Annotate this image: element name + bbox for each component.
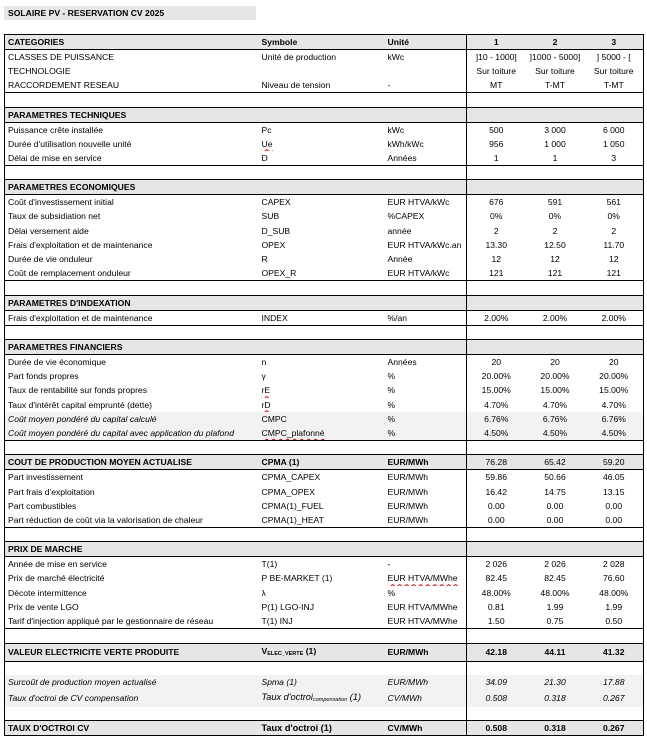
row-unit: EUR HTVA/kWc	[385, 266, 467, 281]
spacer-row	[5, 528, 644, 542]
row-symbol: T(1)	[261, 559, 278, 570]
table-row	[5, 383, 644, 397]
value-col-1: 0.508	[467, 721, 526, 736]
table-row	[5, 398, 644, 412]
symbol-main: Taux d'octroi	[261, 691, 313, 702]
value-col-2: 2 026	[544, 559, 566, 570]
value-col-2: 0.00	[526, 513, 585, 528]
row-label: Délai versement aide	[5, 223, 259, 237]
value-col-1: 676	[467, 195, 526, 210]
value-col-3: ] 5000 - [	[585, 50, 644, 65]
table-row	[5, 195, 644, 210]
value-col-1: 0.00	[467, 513, 526, 528]
table-row	[5, 470, 644, 485]
value-col-3: 4.50%	[585, 426, 644, 441]
section-unit: EUR/MWh	[385, 643, 467, 661]
row-symbol: γ	[261, 371, 266, 382]
section-unit: CV/MWh	[385, 721, 467, 736]
table-row	[5, 151, 644, 166]
section-header-indexation	[5, 295, 644, 310]
value-col-3: 12	[585, 252, 644, 266]
row-symbol: CPMA(1)_FUEL	[261, 500, 324, 511]
value-col-3: 2 028	[585, 557, 644, 572]
row-label: RACCORDEMENT RESEAU	[5, 78, 259, 93]
row-unit: kWh/kWc	[387, 138, 424, 149]
row-unit: %	[387, 587, 396, 598]
value-col-1: 0.508	[467, 690, 526, 707]
row-label: Durée de vie onduleur	[5, 252, 259, 266]
row-label: TECHNOLOGIE	[5, 64, 259, 78]
table-row	[5, 369, 644, 383]
table-row	[5, 266, 644, 281]
row-label: Durée de vie économique	[5, 354, 259, 369]
value-col-3: 6 000	[585, 122, 644, 137]
section-title: PARAMETRES FINANCIERS	[5, 339, 259, 354]
value-col-2: 12	[550, 254, 560, 265]
value-col-1: 0.81	[467, 600, 526, 614]
row-unit: %/an	[385, 310, 467, 325]
header-symbol: Symbole	[259, 35, 385, 50]
value-col-1: 20.00%	[467, 369, 526, 383]
table-row	[5, 557, 644, 572]
value-col-1: 2 026	[467, 557, 526, 572]
row-symbol: OPEX_R	[259, 266, 385, 281]
spellcheck-symbol: CMPC_plafonné	[261, 428, 325, 439]
row-label: Taux de rentabilité sur fonds propres	[5, 383, 259, 397]
value-col-1: 13.30	[467, 238, 526, 252]
value-col-2: T-MT	[526, 78, 585, 93]
value-col-1: ]10 - 1000]	[467, 50, 526, 65]
row-label: Délai de mise en service	[5, 151, 259, 166]
row-label: Part frais d'exploitation	[5, 484, 259, 498]
value-col-2: 50.66	[544, 472, 566, 483]
section-title: PARAMETRES ECONOMIQUES	[5, 180, 259, 195]
value-col-2: 14.75	[544, 486, 566, 497]
section-header-octroi	[5, 721, 644, 736]
table-row	[5, 513, 644, 528]
row-unit: %	[387, 385, 396, 396]
row-unit: %	[385, 426, 467, 441]
header-col-1: 1	[467, 35, 526, 50]
table-row	[5, 571, 644, 585]
row-symbol	[259, 398, 385, 412]
value-col-3: 20	[585, 354, 644, 369]
row-symbol: λ	[261, 587, 266, 598]
section-title: PARAMETRES D'INDEXATION	[5, 295, 259, 310]
value-col-1: 34.09	[467, 675, 526, 689]
section-header-marche	[5, 542, 644, 557]
row-symbol: SUB	[261, 211, 280, 222]
value-col-2: 0.75	[526, 614, 585, 629]
value-col-2: 20.00%	[540, 371, 570, 382]
table-row	[5, 50, 644, 65]
row-unit: -	[385, 78, 467, 93]
header-col-2: 2	[526, 35, 585, 50]
table-row	[5, 600, 644, 614]
section-symbol: Taux d'octroi (1)	[259, 721, 385, 736]
value-col-1: MT	[467, 78, 526, 93]
value-col-1: 0.00	[467, 499, 526, 513]
row-symbol: Unité de production	[261, 52, 337, 62]
row-symbol: CPMA_OPEX	[261, 486, 315, 497]
table-row	[5, 586, 644, 600]
row-unit: année	[387, 225, 412, 236]
table-row	[5, 484, 644, 498]
value-col-2: 2	[552, 225, 558, 236]
row-symbol: P BE-MARKET (1)	[261, 573, 333, 584]
section-title: PARAMETRES TECHNIQUES	[5, 107, 259, 122]
row-label: Part investissement	[5, 470, 259, 485]
header-unit: Unité	[385, 35, 467, 50]
spacer-row	[5, 281, 644, 295]
spacer-row	[5, 707, 644, 721]
row-symbol: INDEX	[259, 310, 385, 325]
row-unit: %	[387, 399, 396, 410]
row-symbol: Spma (1)	[259, 675, 385, 689]
row-label: Coût de remplacement onduleur	[5, 266, 259, 281]
value-col-1: 76.28	[467, 455, 526, 470]
value-col-2: 0.00	[546, 500, 564, 511]
value-col-3: 121	[585, 266, 644, 281]
value-col-2: 12.50	[544, 239, 566, 250]
row-unit: EUR/MWh	[387, 486, 429, 497]
section-header-economiques	[5, 180, 644, 195]
value-col-1: Sur toiture	[467, 64, 526, 78]
spacer-row	[5, 441, 644, 455]
row-unit: EUR HTVA/kWc	[387, 197, 450, 208]
table-row	[5, 614, 644, 629]
row-label: Part fonds propres	[5, 369, 259, 383]
value-col-2: 6.76%	[526, 412, 585, 426]
row-symbol: D_SUB	[261, 225, 291, 236]
row-label: Coût moyen pondéré du capital avec application du plafond	[5, 426, 259, 441]
spacer-row	[5, 629, 644, 643]
value-col-3: 46.05	[585, 470, 644, 485]
value-col-2: 1.99	[546, 602, 564, 613]
symbol-suffix: (1)	[303, 645, 317, 656]
symbol-main: V	[261, 645, 268, 656]
value-col-3: 59.20	[585, 455, 644, 470]
row-symbol: CAPEX	[261, 197, 291, 208]
row-symbol: T(1) INJ	[259, 614, 385, 629]
value-col-1: 4.70%	[467, 398, 526, 412]
value-col-1: 1.50	[467, 614, 526, 629]
table-row	[5, 310, 644, 325]
row-label: Prix de vente LGO	[5, 600, 259, 614]
table-row	[5, 223, 644, 237]
value-col-2: Sur toiture	[535, 66, 575, 77]
value-col-2: 44.11	[526, 643, 585, 661]
row-label: Coût d'investissement initial	[5, 195, 259, 210]
symbol-subscript: compensation	[312, 696, 348, 703]
value-col-1: 4.50%	[467, 426, 526, 441]
row-unit: kWc	[387, 124, 405, 135]
row-label: Surcoût de production moyen actualisé	[5, 675, 259, 689]
spacer-row	[5, 93, 644, 107]
value-col-1: 82.45	[467, 571, 526, 585]
value-col-3: 20.00%	[585, 369, 644, 383]
value-col-1: 59.86	[467, 470, 526, 485]
value-col-2: 82.45	[544, 573, 566, 584]
row-symbol	[259, 137, 385, 151]
row-symbol: R	[261, 254, 268, 265]
symbol-subscript: ELEC_VERTE	[267, 650, 304, 657]
header-col-3: 3	[585, 35, 644, 50]
value-col-3: 48.00%	[585, 586, 644, 600]
value-col-2: 0%	[548, 211, 562, 222]
row-label: Puissance crête installée	[5, 122, 259, 137]
value-col-2: 0.318	[526, 690, 585, 707]
row-unit: EUR HTVA/MWhe	[387, 602, 458, 613]
value-col-2: 4.50%	[526, 426, 585, 441]
row-symbol: Pc	[261, 124, 272, 135]
value-col-1: 500	[467, 122, 526, 137]
section-header-valeur	[5, 643, 644, 661]
row-label: Part réduction de coût via la valorisation de chaleur	[5, 513, 259, 528]
value-col-2: 4.70%	[542, 399, 568, 410]
row-symbol: CPMA(1)_HEAT	[259, 513, 385, 528]
table-row	[5, 122, 644, 137]
row-unit: %	[385, 412, 467, 426]
row-unit: Années	[387, 356, 417, 367]
section-symbol: CPMA (1)	[259, 455, 385, 470]
row-symbol: P(1) LGO-INJ	[261, 602, 315, 613]
row-unit: EUR/MWh	[387, 500, 429, 511]
document-title: SOLAIRE PV - RESERVATION CV 2025	[4, 6, 256, 20]
value-col-2: 1 000	[544, 138, 566, 149]
value-col-2: 48.00%	[540, 587, 570, 598]
section-unit: EUR/MWh	[385, 455, 467, 470]
row-unit: kWc	[387, 52, 405, 62]
row-symbol	[259, 690, 385, 707]
row-label: Frais d'exploitation et de maintenance	[5, 238, 259, 252]
value-col-2: 121	[526, 266, 585, 281]
row-symbol: OPEX	[261, 239, 286, 250]
value-col-3: 17.88	[585, 675, 644, 689]
row-label: Taux d'intérêt capital emprunté (dette)	[5, 398, 259, 412]
row-label: Part combustibles	[5, 499, 259, 513]
section-symbol	[259, 643, 385, 661]
value-col-3: 0%	[585, 209, 644, 223]
table-row-compensation	[5, 690, 644, 707]
value-col-1: 0%	[467, 209, 526, 223]
value-col-2: 21.30	[526, 675, 585, 689]
row-unit: -	[387, 559, 391, 570]
value-col-3: 41.32	[585, 643, 644, 661]
table-row	[5, 78, 644, 93]
value-col-3: T-MT	[585, 78, 644, 93]
value-col-2: 1	[526, 151, 585, 166]
value-col-1: 2.00%	[467, 310, 526, 325]
row-label: Décote intermittence	[5, 586, 259, 600]
value-col-3: 3	[585, 151, 644, 166]
row-symbol: CPMA_CAPEX	[261, 472, 321, 483]
value-col-3: 0.00	[585, 499, 644, 513]
value-col-1: 42.18	[467, 643, 526, 661]
row-label: CLASSES DE PUISSANCE	[5, 50, 259, 65]
value-col-3: 1 050	[585, 137, 644, 151]
value-col-1: 16.42	[467, 484, 526, 498]
value-col-3: 13.15	[585, 484, 644, 498]
value-col-3: 76.60	[585, 571, 644, 585]
row-symbol: CMPC	[259, 412, 385, 426]
row-unit: EUR HTVA/MWhe	[385, 614, 467, 629]
table-row	[5, 238, 644, 252]
spellcheck-symbol: rE	[261, 385, 271, 396]
table-row	[5, 426, 644, 441]
value-col-3: 0.50	[585, 614, 644, 629]
section-title: TAUX D'OCTROI CV	[5, 721, 259, 736]
cv-reservation-table	[4, 34, 644, 736]
value-col-2: 3 000	[544, 124, 566, 135]
row-label: Frais d'exploitation et de maintenance	[5, 310, 259, 325]
table-row	[5, 499, 644, 513]
value-col-2: 591	[547, 197, 563, 208]
table-row	[5, 209, 644, 223]
row-symbol: n	[261, 356, 267, 367]
row-symbol: Niveau de tension	[259, 78, 385, 93]
table-row	[5, 412, 644, 426]
spacer-row	[5, 325, 644, 339]
row-unit: CV/MWh	[385, 690, 467, 707]
value-col-1: 12	[467, 252, 526, 266]
row-label: Durée d'utilisation nouvelle unité	[5, 137, 259, 151]
row-symbol: D	[259, 151, 385, 166]
row-unit	[385, 64, 467, 78]
value-col-3: 6.76%	[585, 412, 644, 426]
row-symbol	[259, 426, 385, 441]
section-title: VALEUR ELECTRICITE VERTE PRODUITE	[5, 643, 259, 661]
row-unit: EUR/MWh	[385, 513, 467, 528]
row-label: Année de mise en service	[5, 557, 259, 572]
value-col-1: 20	[467, 354, 526, 369]
row-unit: %CAPEX	[387, 211, 425, 222]
value-col-1: 1	[467, 151, 526, 166]
value-col-2: 2.00%	[526, 310, 585, 325]
row-unit: Années	[385, 151, 467, 166]
row-unit: EUR HTVA/kWc.an	[387, 239, 462, 250]
table-row	[5, 64, 644, 78]
row-label: Prix de marché électricité	[5, 571, 259, 585]
value-col-2: ]1000 - 5000]	[529, 52, 581, 62]
table-row	[5, 137, 644, 151]
value-col-3: 0.267	[585, 721, 644, 736]
table-row	[5, 252, 644, 266]
row-unit: EUR/MWh	[387, 472, 429, 483]
value-col-1: 48.00%	[467, 586, 526, 600]
row-label: Coût moyen pondéré du capital calculé	[5, 412, 259, 426]
section-title: PRIX DE MARCHE	[5, 542, 259, 557]
value-col-2: 65.42	[526, 455, 585, 470]
header-categories: CATEGORIES	[5, 35, 259, 50]
table-row	[5, 354, 644, 369]
spellcheck-symbol: Ue	[261, 138, 273, 149]
row-label: Taux de subsidiation net	[5, 209, 259, 223]
row-label: Tarif d'injection appliqué par le gestionnaire de réseau	[5, 614, 259, 629]
value-col-1: 6.76%	[467, 412, 526, 426]
row-symbol	[259, 64, 385, 78]
section-header-cpma	[5, 455, 644, 470]
value-col-2: 20	[550, 356, 560, 367]
value-col-3: 15.00%	[585, 383, 644, 397]
value-col-1: 956	[467, 137, 526, 151]
value-col-3: 0.00	[585, 513, 644, 528]
value-col-3: 1.99	[585, 600, 644, 614]
table-row-surcout	[5, 675, 644, 689]
value-col-2: 0.318	[526, 721, 585, 736]
value-col-3: Sur toiture	[585, 64, 644, 78]
spacer-row	[5, 661, 644, 675]
value-col-3: 2.00%	[585, 310, 644, 325]
row-unit: %	[387, 371, 396, 382]
value-col-2: 15.00%	[540, 385, 570, 396]
spellcheck-unit: EUR HTVA/MWhe	[387, 573, 458, 584]
section-header-techniques	[5, 107, 644, 122]
value-col-1: 2	[467, 223, 526, 237]
row-symbol	[259, 383, 385, 397]
value-col-1: 121	[467, 266, 526, 281]
header-row	[5, 35, 644, 50]
section-header-financiers	[5, 339, 644, 354]
value-col-1: 15.00%	[467, 383, 526, 397]
spacer-row	[5, 165, 644, 179]
value-col-3: 561	[585, 195, 644, 210]
value-col-3: 4.70%	[585, 398, 644, 412]
row-unit	[385, 571, 467, 585]
row-unit: EUR/MWh	[385, 675, 467, 689]
row-label: Taux d'octroi de CV compensation	[5, 690, 259, 707]
value-col-3: 11.70	[585, 238, 644, 252]
row-unit: Année	[387, 254, 413, 265]
value-col-3: 2	[585, 223, 644, 237]
value-col-3: 0.267	[585, 690, 644, 707]
section-title: COUT DE PRODUCTION MOYEN ACTUALISE	[5, 455, 259, 470]
symbol-suffix: (1)	[347, 691, 361, 702]
spellcheck-symbol: rD	[261, 399, 271, 410]
